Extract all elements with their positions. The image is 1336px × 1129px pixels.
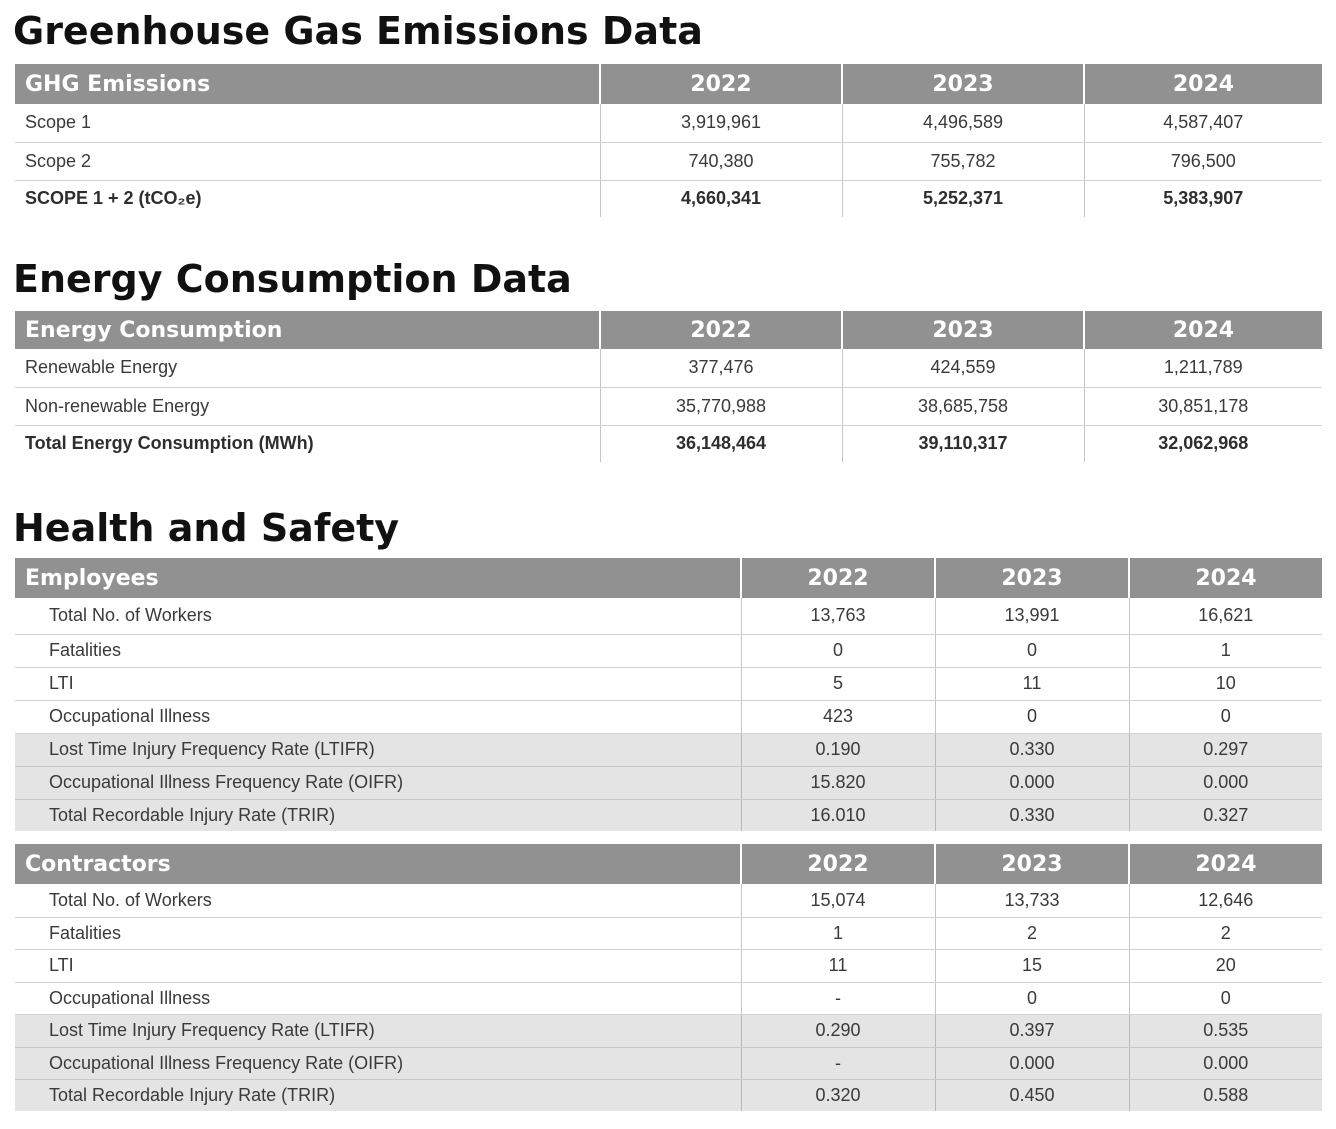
table-row: [15, 1079, 1322, 1111]
row-label: Non-renewable Energy: [15, 387, 600, 425]
total-row: [15, 180, 1322, 217]
contractors-header-2022: 2022: [741, 844, 935, 884]
energy-header-row: [15, 311, 1322, 349]
table-row: [15, 700, 1322, 733]
contractors-header-2024: 2024: [1129, 844, 1322, 884]
table-row: [15, 1047, 1322, 1079]
row-label: Scope 2: [15, 142, 600, 180]
cell-2022: -: [741, 982, 935, 1014]
cell-2024: 4,587,407: [1084, 104, 1322, 142]
cell-2022: 11: [741, 949, 935, 982]
cell-2022: 0.290: [741, 1014, 935, 1047]
employees-table: [15, 558, 1322, 831]
table-row: [15, 949, 1322, 982]
row-label: Lost Time Injury Frequency Rate (LTIFR): [15, 733, 741, 766]
cell-2022: 3,919,961: [600, 104, 842, 142]
employees-header-2022: 2022: [741, 558, 935, 598]
table-row: [15, 982, 1322, 1014]
employees-header-2024: 2024: [1129, 558, 1322, 598]
cell-2022: 15.820: [741, 766, 935, 799]
cell-2024: 1: [1129, 634, 1322, 667]
cell-2024: 2: [1129, 917, 1322, 949]
cell-2023: 0.330: [935, 799, 1129, 831]
cell-2022: 0: [741, 634, 935, 667]
row-label: Total Recordable Injury Rate (TRIR): [15, 1079, 741, 1111]
ghg-section-title: Greenhouse Gas Emissions Data: [13, 9, 703, 53]
table-row: [15, 598, 1322, 634]
ghg-header-2024: 2024: [1084, 64, 1322, 104]
row-label: Renewable Energy: [15, 349, 600, 387]
energy-header-2023: 2023: [842, 311, 1084, 349]
cell-2023: 11: [935, 667, 1129, 700]
cell-2023: 424,559: [842, 349, 1084, 387]
cell-2022: 740,380: [600, 142, 842, 180]
table-row: [15, 387, 1322, 425]
cell-2024: 0: [1129, 982, 1322, 1014]
cell-2023: 13,991: [935, 598, 1129, 634]
row-label: Total Recordable Injury Rate (TRIR): [15, 799, 741, 831]
cell-2024: 32,062,968: [1084, 425, 1322, 462]
contractors-header-2023: 2023: [935, 844, 1129, 884]
cell-2022: 0.190: [741, 733, 935, 766]
row-label: Scope 1: [15, 104, 600, 142]
cell-2023: 39,110,317: [842, 425, 1084, 462]
cell-2023: 15: [935, 949, 1129, 982]
row-label: Fatalities: [15, 917, 741, 949]
table-row: [15, 884, 1322, 917]
cell-2022: 377,476: [600, 349, 842, 387]
cell-2023: 0.000: [935, 1047, 1129, 1079]
row-label: Occupational Illness: [15, 700, 741, 733]
cell-2023: 0.450: [935, 1079, 1129, 1111]
energy-header-2024: 2024: [1084, 311, 1322, 349]
cell-2024: 0.297: [1129, 733, 1322, 766]
health-section-title: Health and Safety: [13, 506, 400, 550]
table-row: [15, 634, 1322, 667]
cell-2022: 36,148,464: [600, 425, 842, 462]
cell-2024: 0: [1129, 700, 1322, 733]
cell-2023: 5,252,371: [842, 180, 1084, 217]
energy-section-title: Energy Consumption Data: [13, 257, 572, 301]
cell-2023: 0: [935, 982, 1129, 1014]
cell-2023: 13,733: [935, 884, 1129, 917]
cell-2022: 4,660,341: [600, 180, 842, 217]
cell-2024: 0.535: [1129, 1014, 1322, 1047]
row-label: SCOPE 1 + 2 (tCO₂e): [25, 188, 202, 209]
cell-2024: 0.588: [1129, 1079, 1322, 1111]
cell-2022: 5: [741, 667, 935, 700]
table-row: [15, 766, 1322, 799]
ghg-table: [15, 64, 1322, 217]
cell-2023: 755,782: [842, 142, 1084, 180]
total-row: [15, 425, 1322, 462]
table-row: [15, 349, 1322, 387]
cell-2022: -: [741, 1047, 935, 1079]
row-label: Lost Time Injury Frequency Rate (LTIFR): [15, 1014, 741, 1047]
cell-2023: 0: [935, 634, 1129, 667]
cell-2024: 0.000: [1129, 766, 1322, 799]
cell-2023: 0.330: [935, 733, 1129, 766]
cell-2023: 2: [935, 917, 1129, 949]
row-label: LTI: [15, 949, 741, 982]
cell-2022: 423: [741, 700, 935, 733]
cell-2024: 796,500: [1084, 142, 1322, 180]
row-label: Fatalities: [15, 634, 741, 667]
row-label: Total No. of Workers: [15, 884, 741, 917]
cell-2023: 38,685,758: [842, 387, 1084, 425]
row-label: LTI: [15, 667, 741, 700]
employees-header-label: Employees: [15, 558, 741, 598]
cell-2023: 0: [935, 700, 1129, 733]
ghg-header-2023: 2023: [842, 64, 1084, 104]
table-row: [15, 104, 1322, 142]
row-label: Occupational Illness Frequency Rate (OIFR): [15, 766, 741, 799]
cell-2024: 0.000: [1129, 1047, 1322, 1079]
employees-header-row: [15, 558, 1322, 598]
table-row: [15, 667, 1322, 700]
table-row: [15, 1014, 1322, 1047]
contractors-header-row: [15, 844, 1322, 884]
cell-2024: 10: [1129, 667, 1322, 700]
table-row: [15, 733, 1322, 766]
cell-2022: 15,074: [741, 884, 935, 917]
energy-header-label: Energy Consumption: [15, 311, 600, 349]
cell-2022: 13,763: [741, 598, 935, 634]
ghg-header-row: [15, 64, 1322, 104]
table-row: [15, 142, 1322, 180]
contractors-header-label: Contractors: [15, 844, 741, 884]
contractors-table: [15, 844, 1322, 1111]
energy-header-2022: 2022: [600, 311, 842, 349]
table-row: [15, 917, 1322, 949]
cell-2024: 0.327: [1129, 799, 1322, 831]
energy-table: [15, 311, 1322, 462]
cell-2023: 4,496,589: [842, 104, 1084, 142]
cell-2024: 16,621: [1129, 598, 1322, 634]
ghg-header-label: GHG Emissions: [15, 64, 600, 104]
cell-2023: 0.000: [935, 766, 1129, 799]
row-label: Total Energy Consumption (MWh): [25, 433, 314, 454]
cell-2024: 1,211,789: [1084, 349, 1322, 387]
cell-2024: 20: [1129, 949, 1322, 982]
row-label: Total No. of Workers: [15, 598, 741, 634]
cell-2024: 30,851,178: [1084, 387, 1322, 425]
row-label: Occupational Illness: [15, 982, 741, 1014]
ghg-header-2022: 2022: [600, 64, 842, 104]
cell-2022: 0.320: [741, 1079, 935, 1111]
employees-header-2023: 2023: [935, 558, 1129, 598]
cell-2024: 5,383,907: [1084, 180, 1322, 217]
cell-2024: 12,646: [1129, 884, 1322, 917]
cell-2022: 16.010: [741, 799, 935, 831]
cell-2023: 0.397: [935, 1014, 1129, 1047]
cell-2022: 1: [741, 917, 935, 949]
row-label: Occupational Illness Frequency Rate (OIFR): [15, 1047, 741, 1079]
table-row: [15, 799, 1322, 831]
cell-2022: 35,770,988: [600, 387, 842, 425]
